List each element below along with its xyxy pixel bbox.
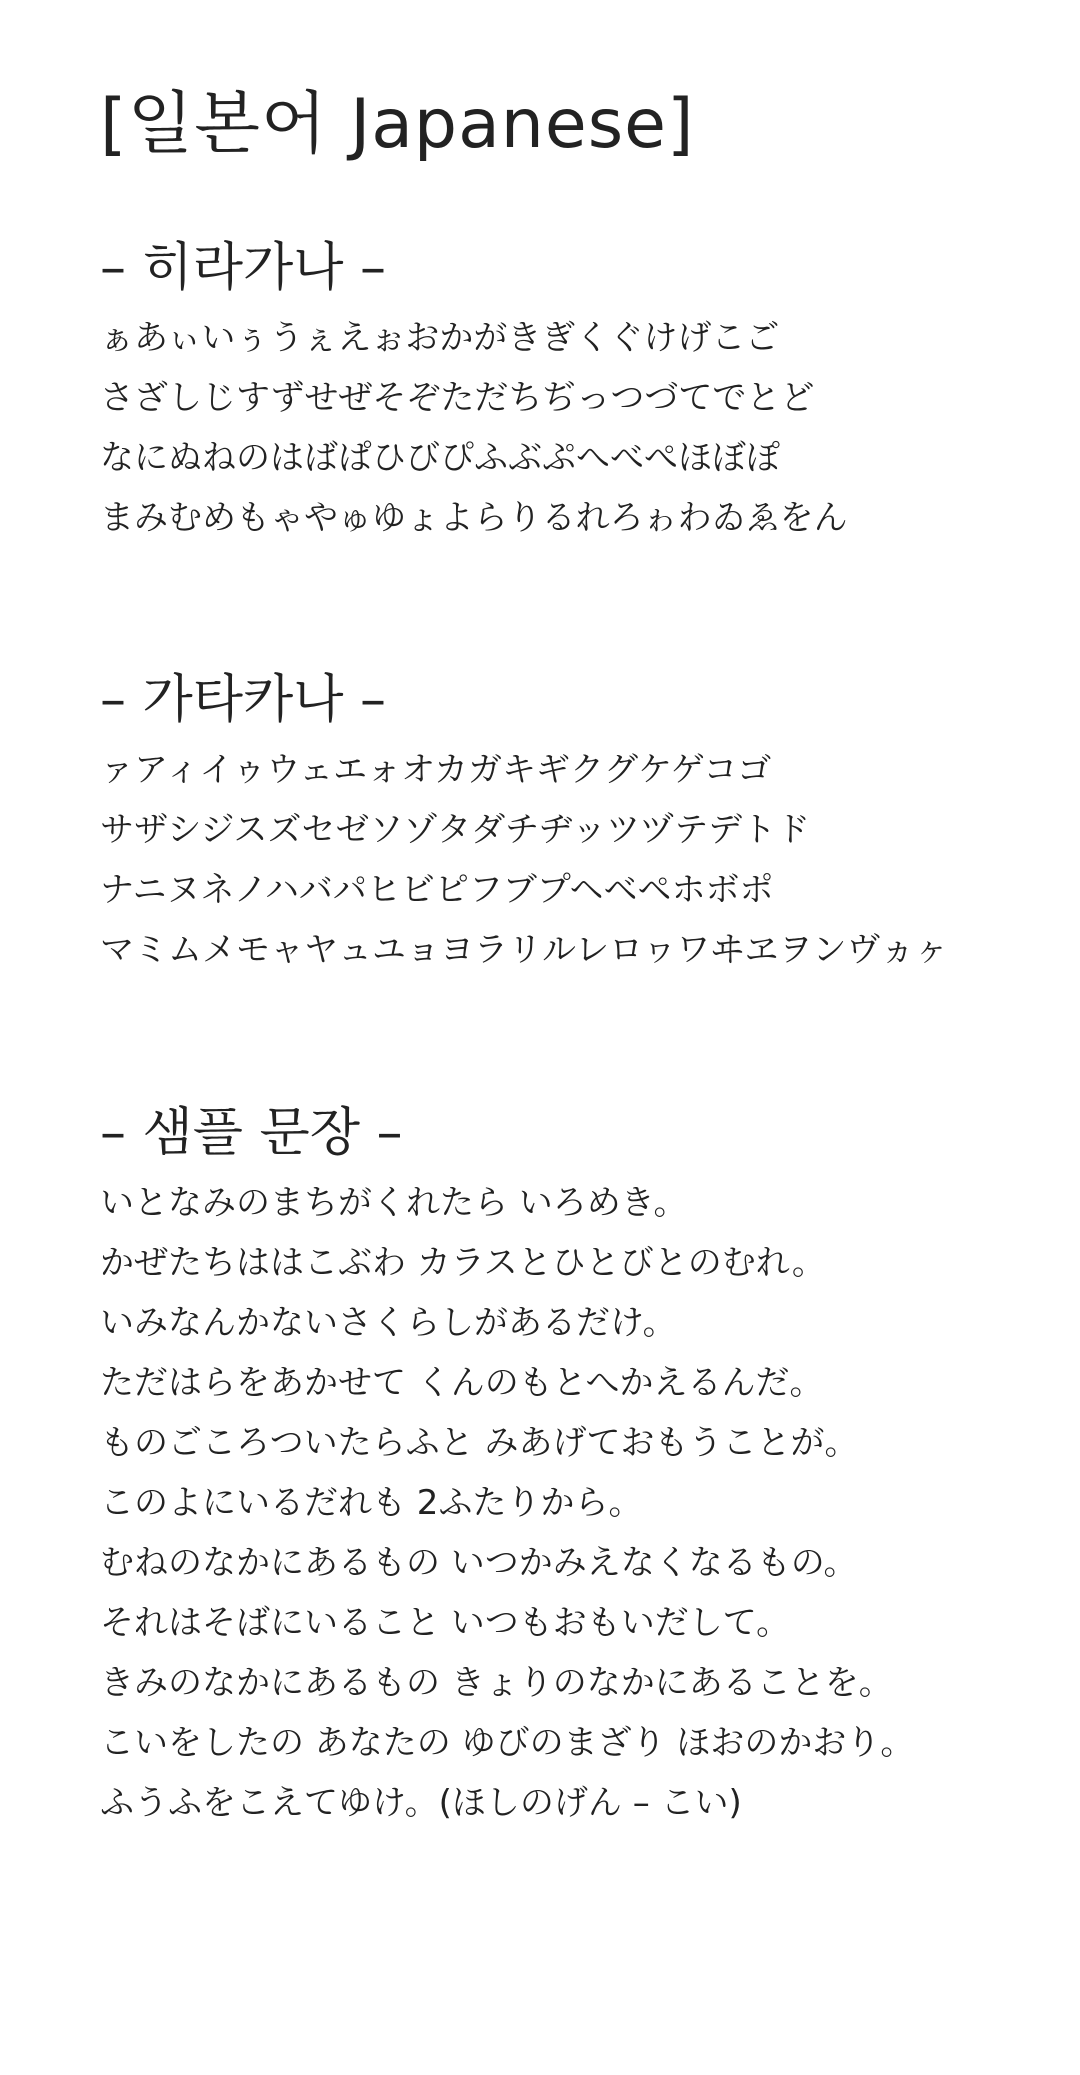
hiragana-line: さざしじすずせぜそぞただちぢっつづてでとど — [100, 378, 815, 418]
sample-line: ものごころついたらふと みあげておもうことが。 — [100, 1423, 859, 1463]
katakana-line: ァアィイゥウェエォオカガキギクグケゲコゴ — [100, 750, 772, 790]
hiragana-line: なにぬねのはばぱひびぴふぶぷへべぺほぼぽ — [100, 438, 780, 478]
sample-line: ふうふをこえてゆけ。(ほしのげん – こい) — [100, 1783, 742, 1823]
hiragana-section — [100, 232, 848, 548]
sample-line: このよにいるだれも 2ふたりから。 — [100, 1483, 643, 1523]
katakana-line: ナニヌネノハバパヒビピフブプヘベペホボポ — [100, 870, 774, 910]
katakana-section — [100, 664, 948, 980]
katakana-heading: – 가타카나 – — [100, 670, 386, 730]
hiragana-line: まみむめもゃやゅゆょよらりるれろゎわゐゑをん — [100, 498, 848, 538]
katakana-line: サザシジスズセゼソゾタダチヂッツヅテデトド — [100, 810, 811, 850]
sample-line: むねのなかにあるもの いつかみえなくなるもの。 — [100, 1543, 858, 1583]
sample-line: ただはらをあかせて くんのもとへかえるんだ。 — [100, 1363, 824, 1403]
sample-line: かぜたちははこぶわ カラスとひとびとのむれ。 — [100, 1243, 826, 1283]
katakana-line: マミムメモャヤュユョヨラリルレロヮワヰヱヲンヴヵヶ — [100, 930, 949, 970]
sample-line: いとなみのまちがくれたら いろめき。 — [100, 1183, 688, 1223]
sample-sentences-section — [100, 1097, 914, 1833]
sample-heading: – 샘플 문장 – — [100, 1103, 403, 1163]
sample-line: こいをしたの あなたの ゆびのまざり ほおのかおり。 — [100, 1723, 915, 1763]
sample-line: きみのなかにあるもの きょりのなかにあることを。 — [100, 1663, 893, 1703]
sample-line: いみなんかないさくらしがあるだけ。 — [100, 1303, 677, 1343]
page-title: [일본어 Japanese] — [100, 85, 695, 164]
hiragana-heading: – 히라가나 – — [100, 238, 386, 298]
hiragana-line: ぁあぃいぅうぇえぉおかがきぎくぐけげこご — [100, 318, 780, 358]
sample-line: それはそばにいること いつもおもいだして。 — [100, 1603, 791, 1643]
